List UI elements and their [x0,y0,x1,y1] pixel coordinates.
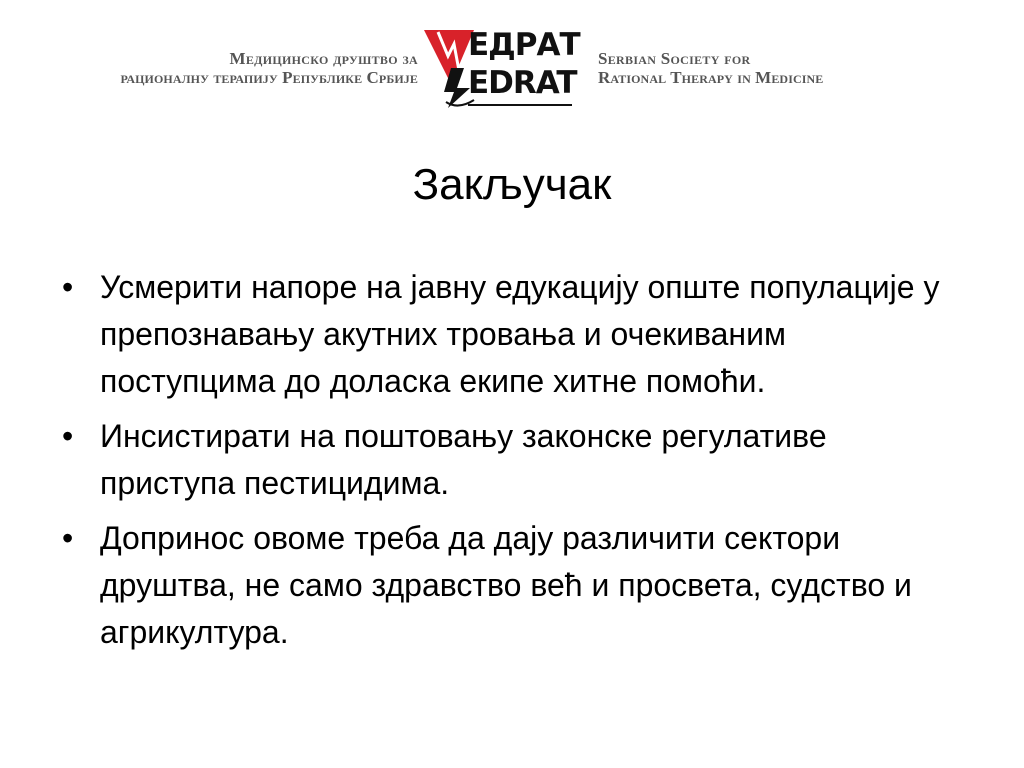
bullet-list [58,264,958,664]
org-name-serbian-line1: Медицинско друштво за [229,49,418,68]
logo-underline [468,104,572,106]
bullet-text: Допринос овоме треба да дају различити сектори друштва, не само здравство већ и просвета, судство и агрикултура. [100,520,912,650]
org-name-serbian [120,49,418,87]
bullet-text: Инсистирати на поштовању законске регулативе приступа пестицидима. [100,418,827,501]
medrat-logo [424,27,580,110]
org-name-english-line1: Serbian Society for [598,49,751,68]
logo-text-latin: EDRAT [468,65,577,101]
bullet-dot-icon: • [62,269,74,305]
org-name-english-line2: Rational Therapy in Medicine [598,68,824,87]
slide-header [0,0,1024,120]
org-name-english [598,49,823,87]
bullet-item [58,515,958,656]
bullet-item [58,264,958,405]
logo-text-cyrillic: ЕДРАТ [468,27,580,63]
org-name-serbian-line2: рационалну терапију Републике Србије [120,68,418,87]
slide-title: Закључак [412,160,612,209]
bullet-dot-icon: • [62,418,74,454]
bullet-dot-icon: • [62,520,74,556]
bullet-item [58,413,958,507]
bullet-text: Усмерити напоре на јавну едукацију опште популације у препознавању акутних тровања и очекиваним поступцима до доласка екипе хитне помоћи. [100,269,940,399]
